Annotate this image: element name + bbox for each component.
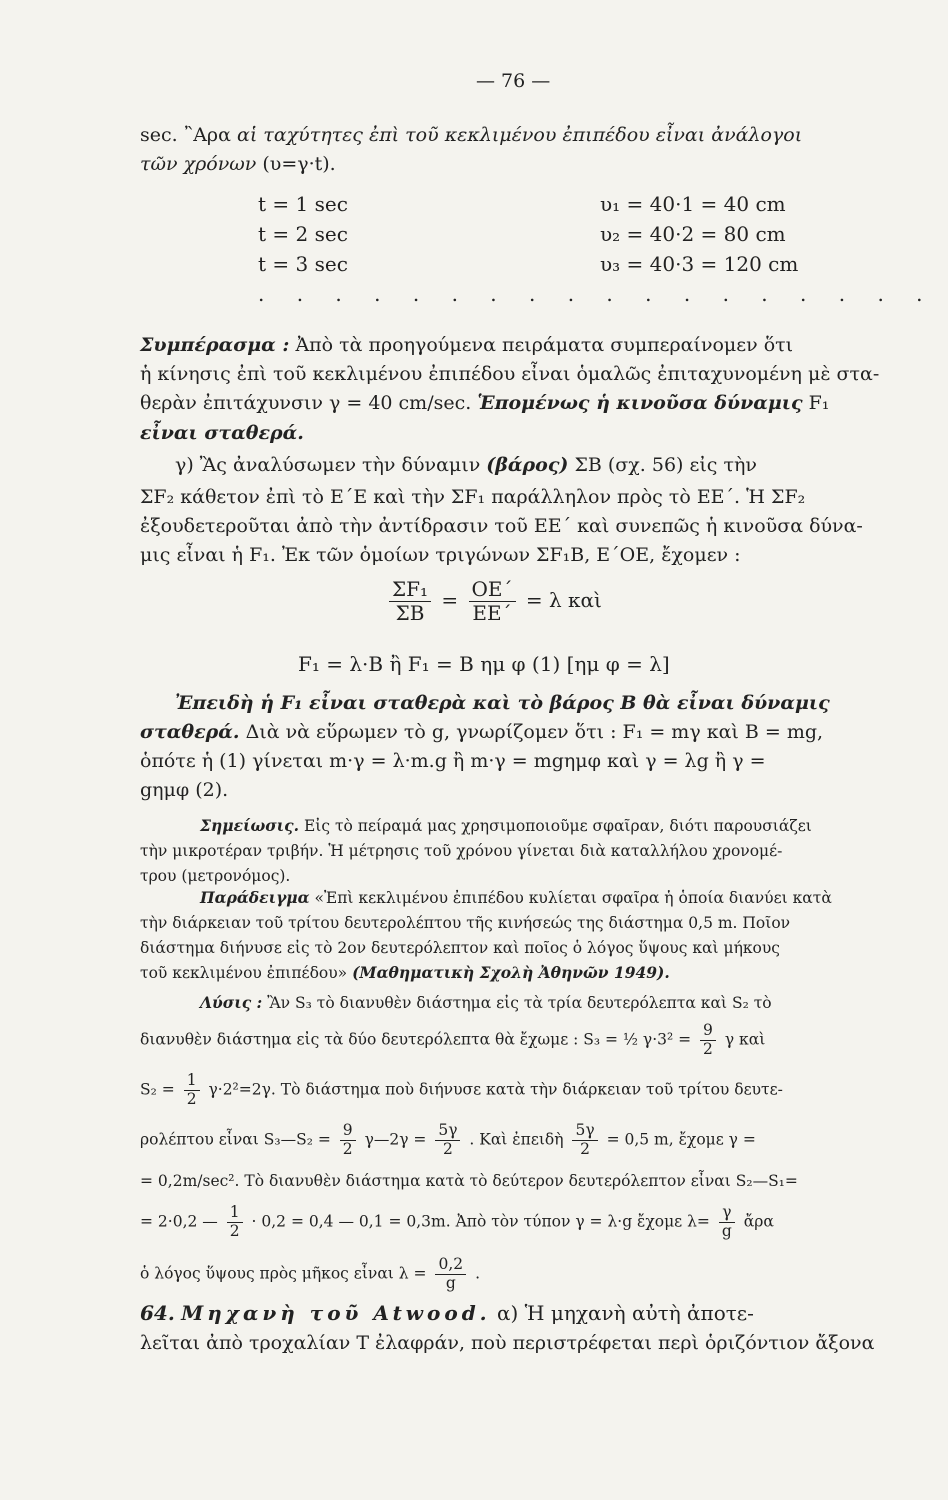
text-line: λεῖται ἀπὸ τροχαλίαν Τ ἐλαφράν, ποὺ περιστρέφεται περὶ ὁριζόντιον ἄξονα xyxy=(140,1332,875,1354)
denominator: 2 xyxy=(703,1039,713,1058)
numerator: 1 xyxy=(227,1204,243,1223)
fraction xyxy=(435,1256,466,1293)
numerator: 1 xyxy=(184,1072,200,1091)
numerator: 5γ xyxy=(572,1122,597,1141)
text-line: μις εἶναι ἡ F₁. Ἐκ τῶν ὁμοίων τριγώνων ΣF₁Β, Ε΄ΟΕ, ἔχομεν : xyxy=(140,544,741,566)
numerator: 5γ xyxy=(435,1122,460,1141)
italic-span: αἱ ταχύτητες ἐπὶ τοῦ κεκλιμένου ἐπιπέδου εἶναι ἀνάλογοι xyxy=(236,124,803,146)
bold-italic-span: σταθερά. xyxy=(140,721,240,743)
text-span: τοῦ κεκλιμένου ἐπιπέδου» xyxy=(140,964,348,982)
text-line: Ἐπειδὴ ἡ F₁ εἶναι σταθερὰ καὶ τὸ βάρος Β θὰ εἶναι δύναμις xyxy=(175,692,830,714)
text-line xyxy=(175,452,904,478)
text-span: . xyxy=(475,1264,480,1283)
text-line: ΣF₂ κάθετον ἐπὶ τὸ Ε΄Ε καὶ τὴν ΣF₁ παράλληλον πρὸς τὸ ΕΕ΄. Ἡ ΣF₂ xyxy=(140,486,806,508)
fraction xyxy=(719,1204,735,1241)
denominator: 2 xyxy=(229,1221,240,1240)
section-title: Συμπέρασμα : xyxy=(140,334,290,356)
text-line: ἡ κίνησις ἐπὶ τοῦ κεκλιμένου ἐπιπέδου εἶναι ὁμαλῶς ἐπιταχυνομένη μὲ στα- xyxy=(140,363,880,385)
solution-title: Λύσις : xyxy=(200,993,263,1012)
text-line xyxy=(140,122,904,148)
text-span: ΣΒ (σχ. 56) εἰς τὴν xyxy=(574,454,757,476)
example-line xyxy=(140,962,904,984)
numerator: γ xyxy=(719,1204,735,1223)
equation-ratio xyxy=(385,578,602,625)
numerator: 0,2 xyxy=(435,1256,466,1275)
text-span: γ·2²=2γ. Τὸ διάστημα ποὺ διήνυσε κατὰ τὴν διάρκειαν τοῦ τρίτου δευτε- xyxy=(208,1080,783,1099)
italic-span: τῶν χρόνων xyxy=(140,153,257,175)
text-line xyxy=(140,719,904,745)
example-line xyxy=(200,887,904,909)
denominator: 2 xyxy=(442,1139,453,1158)
fraction xyxy=(340,1122,356,1159)
text-span: γ καὶ xyxy=(724,1030,766,1049)
bold-italic-span: Ἑπομένως ἡ κινοῦσα δύναμις xyxy=(477,392,803,414)
solution-line xyxy=(140,1072,904,1109)
text-span: Εἰς τὸ πείραμά μας χρησιμοποιοῦμε σφαῖραν, διότι παρουσιάζει xyxy=(303,817,812,835)
solution-line xyxy=(140,1122,904,1159)
text-span: θερὰν ἐπιτάχυνσιν γ = 40 cm/sec. xyxy=(140,392,472,414)
text-line: ὁπότε ἡ (1) γίνεται m·γ = λ·m.g ἢ m·γ = mgημφ καὶ γ = λg ἢ γ = xyxy=(140,750,766,772)
text-span: «Ἐπὶ κεκλιμένου ἐπιπέδου κυλίεται σφαῖρα ἡ ὁποία διανύει κατὰ xyxy=(314,889,832,907)
text-span: = λ καὶ xyxy=(525,588,602,612)
example-line: τὴν διάρκειαν τοῦ τρίτου δευτερολέπτου τῆς κινήσεώς της διάστημα 0,5 m. Ποῖον xyxy=(140,914,791,932)
denominator: g xyxy=(721,1221,732,1240)
equation-force: F₁ = λ·Β ἢ F₁ = Β ημ φ (1) [ημ φ = λ] xyxy=(298,652,670,676)
text-span: F₁ xyxy=(808,392,830,414)
denominator: ΕΕ΄ xyxy=(472,601,512,625)
text-span: γ) Ἂς ἀναλύσωμεν τὴν δύναμιν xyxy=(175,454,481,476)
text-span: sec. ῍Αρα xyxy=(140,124,231,146)
text-span: S₂ = xyxy=(140,1080,175,1099)
text-span: = 2·0,2 — xyxy=(140,1212,218,1231)
table-cell-time: t = 3 sec xyxy=(258,252,348,276)
fraction xyxy=(572,1122,597,1159)
fraction xyxy=(469,578,516,625)
example-title: Παράδειγμα xyxy=(200,888,310,907)
table-cell-time: t = 1 sec xyxy=(258,192,348,216)
text-span: ὁ λόγος ὕψους πρὸς μῆκος εἶναι λ = xyxy=(140,1264,427,1283)
solution-line xyxy=(140,1022,904,1059)
fraction xyxy=(700,1022,716,1059)
denominator: 2 xyxy=(186,1089,197,1108)
example-line: διάστημα διήνυσε εἰς τὸ 2ον δευτερόλεπτον καὶ ποῖος ὁ λόγος ὕψους καὶ μήκους xyxy=(140,939,780,957)
text-line xyxy=(140,332,904,358)
text-span: Ἀπὸ τὰ προηγούμενα πειράματα συμπεραίνομεν ὅτι xyxy=(295,334,794,356)
numerator: ΟΕ΄ xyxy=(469,578,516,602)
fraction xyxy=(389,578,431,625)
fraction xyxy=(227,1204,243,1241)
table-cell-speed: υ₂ = 40·2 = 80 cm xyxy=(600,222,786,246)
text-span: (υ=γ·t). xyxy=(262,153,336,175)
table-cell-speed: υ₃ = 40·3 = 120 cm xyxy=(600,252,799,276)
fraction xyxy=(435,1122,460,1159)
text-line xyxy=(140,390,904,416)
text-span: γ—2γ = xyxy=(364,1130,427,1149)
table-cell-time: t = 2 sec xyxy=(258,222,348,246)
denominator: ΣΒ xyxy=(395,601,425,625)
solution-line xyxy=(140,1204,904,1241)
text-line xyxy=(140,151,904,177)
denominator: g xyxy=(445,1273,456,1292)
section-heading-line xyxy=(140,1300,904,1326)
text-span: α) Ἡ μηχανὴ αὐτὴ ἀποτε- xyxy=(497,1301,754,1325)
section-number: 64. xyxy=(140,1301,175,1325)
numerator: 9 xyxy=(340,1122,356,1141)
solution-line: = 0,2m/sec². Τὸ διανυθὲν διάστημα κατὰ τὸ δεύτερον δευτερόλεπτον εἶναι S₂—S₁= xyxy=(140,1172,798,1190)
note-line: τὴν μικροτέραν τριβήν. Ἡ μέτρησις τοῦ χρόνου γίνεται διὰ καταλλήλου χρονομέ- xyxy=(140,842,783,860)
page-number: — 76 — xyxy=(476,70,551,92)
note-line: τρου (μετρονόμος). xyxy=(140,867,291,885)
table-cell-speed: υ₁ = 40·1 = 40 cm xyxy=(600,192,786,216)
equals-sign: = xyxy=(441,588,459,612)
text-span: ἄρα xyxy=(743,1212,774,1231)
section-title: Μηχανὴ τοῦ Atwood. xyxy=(181,1301,491,1325)
solution-line xyxy=(140,1256,904,1293)
text-span: Ἂν S₃ τὸ διανυθὲν διάστημα εἰς τὰ τρία δευτερόλεπτα καὶ S₂ τὸ xyxy=(267,994,772,1012)
text-span: ρολέπτου εἶναι S₃—S₂ = xyxy=(140,1130,331,1149)
text-line: gημφ (2). xyxy=(140,779,229,801)
fraction xyxy=(184,1072,200,1109)
note-line xyxy=(200,815,904,837)
text-line: ἐξουδετεροῦται ἀπὸ τὴν ἀντίδρασιν τοῦ ΕΕ΄ καὶ συνεπῶς ἡ κινοῦσα δύνα- xyxy=(140,515,863,537)
note-title: Σημείωσις. xyxy=(200,816,300,835)
text-span: διανυθὲν διάστημα εἰς τὰ δύο δευτερόλεπτα θὰ ἔχωμε : S₃ = ½ γ·3² = xyxy=(140,1030,692,1049)
denominator: 2 xyxy=(342,1139,353,1158)
text-span: = 0,5 m, ἔχομε γ = xyxy=(606,1130,756,1149)
text-span: . Καὶ ἐπειδὴ xyxy=(469,1130,564,1149)
numerator: ΣF₁ xyxy=(389,578,431,602)
text-span: Διὰ νὰ εὕρωμεν τὸ g, γνωρίζομεν ὅτι : F₁ = mγ καὶ Β = mg, xyxy=(245,721,824,743)
text-span: · 0,2 = 0,4 — 0,1 = 0,3m. Ἀπὸ τὸν τύπον γ = λ·g ἔχομε λ= xyxy=(251,1212,710,1231)
denominator: 2 xyxy=(580,1139,590,1158)
bold-italic-span: (βάρος) xyxy=(486,454,569,476)
source-citation: (Μαθηματικὴ Σχολὴ Ἀθηνῶν 1949). xyxy=(352,963,670,982)
numerator: 9 xyxy=(700,1022,716,1041)
dotted-separator: . . . . . . . . . . . . . . . . . . xyxy=(258,282,936,306)
text-line: εἶναι σταθερά. xyxy=(140,422,304,444)
solution-line xyxy=(200,992,904,1014)
